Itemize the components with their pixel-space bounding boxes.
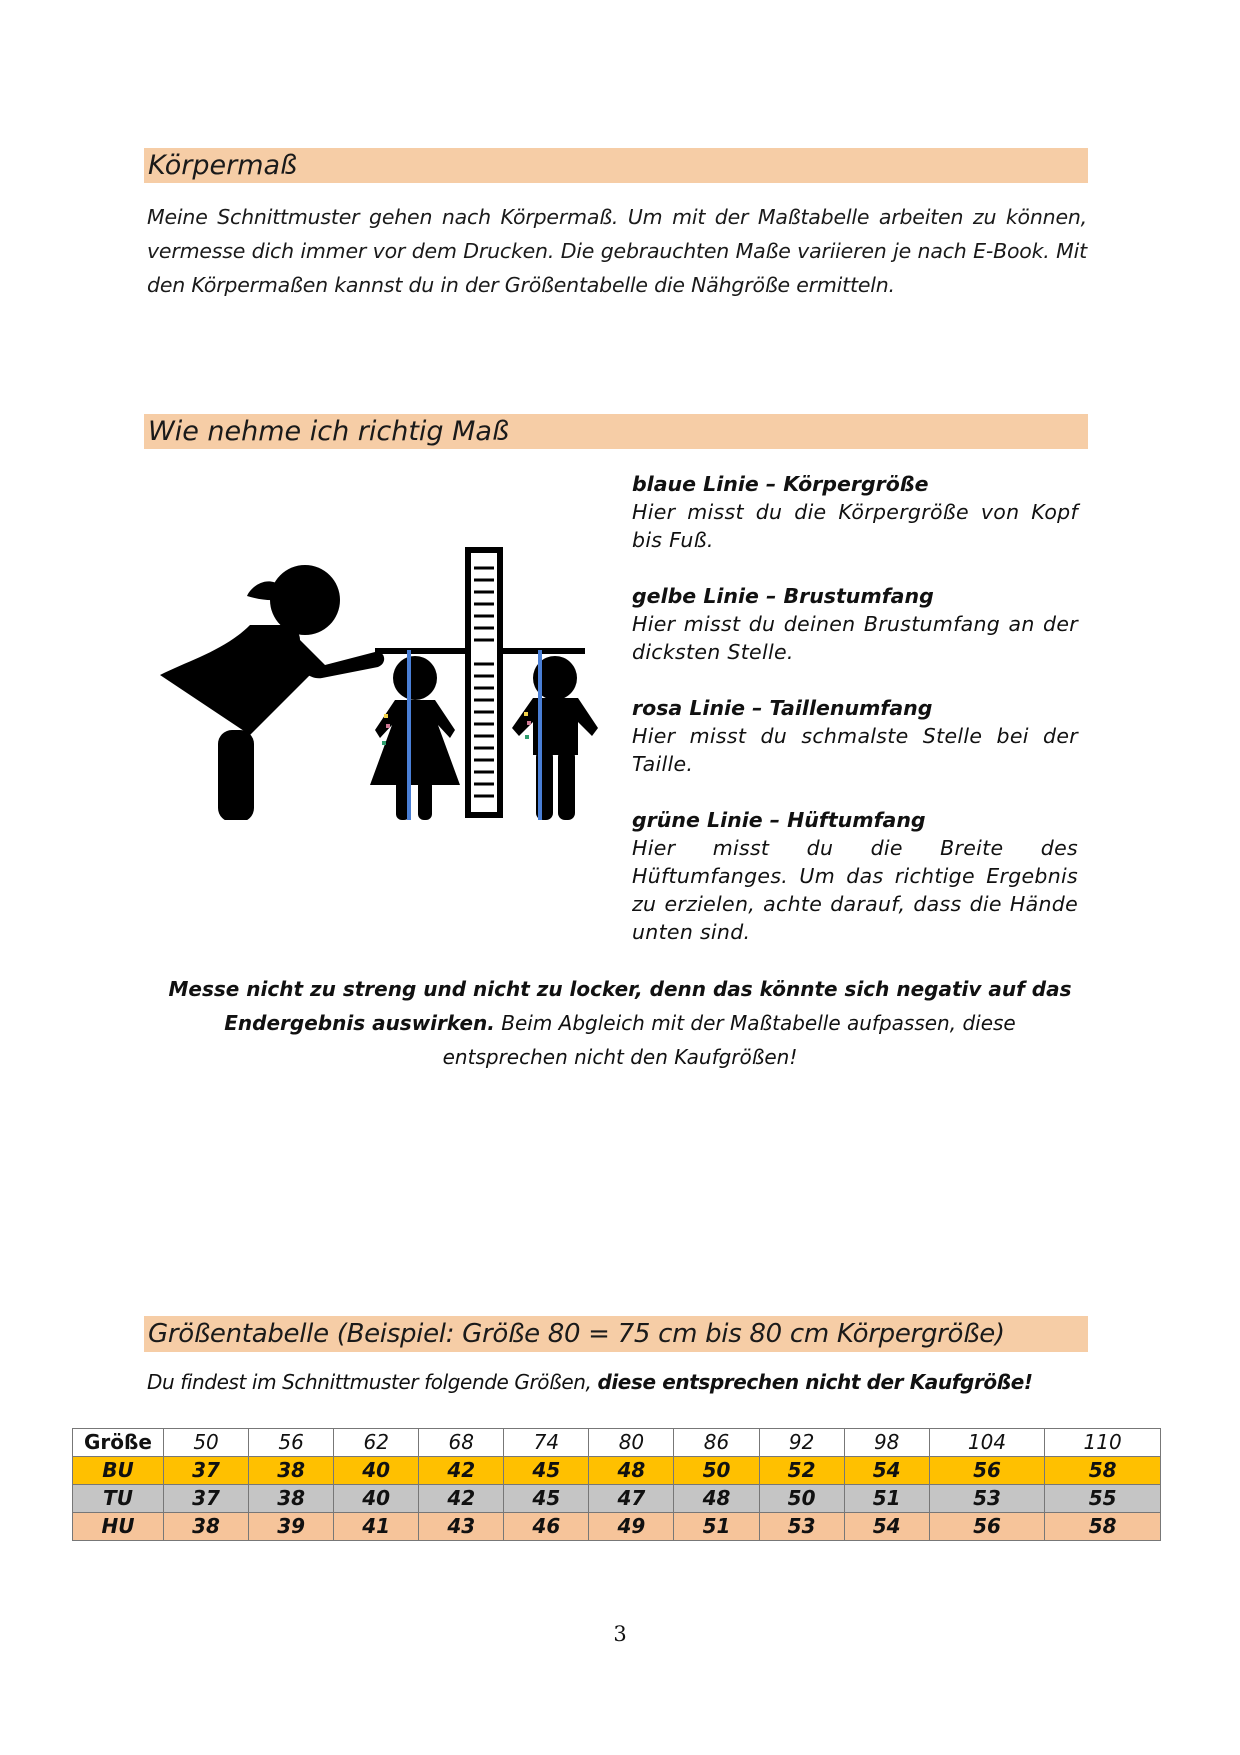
value-cell: 38 — [249, 1457, 334, 1485]
value-cell: 48 — [589, 1457, 674, 1485]
size-header-cell: 80 — [589, 1429, 674, 1457]
value-cell: 42 — [419, 1457, 504, 1485]
intro-paragraph: Meine Schnittmuster gehen nach Körpermaß. Um mit der Maßtabelle arbeiten zu können, vermesse dich immer vor dem Drucken. Die gebrauchten Maße variieren je nach E-Book. Mit den Körpermaßen kannst du in der Größentabelle die Nähgröße ermitteln. — [147, 205, 1087, 297]
height-line-girl — [407, 650, 411, 820]
value-cell: 56 — [929, 1457, 1045, 1485]
adult-figure-icon — [160, 565, 384, 820]
value-cell: 39 — [249, 1513, 334, 1541]
size-header-cell: 74 — [504, 1429, 589, 1457]
size-header-cell: 98 — [844, 1429, 929, 1457]
legend-title: grüne Linie – Hüftumfang — [632, 808, 926, 832]
value-cell: 40 — [334, 1457, 419, 1485]
value-cell: 43 — [419, 1513, 504, 1541]
value-cell: 58 — [1045, 1457, 1161, 1485]
value-cell: 50 — [674, 1457, 759, 1485]
value-cell: 50 — [759, 1485, 844, 1513]
value-cell: 54 — [844, 1457, 929, 1485]
value-cell: 58 — [1045, 1513, 1161, 1541]
boy-figure-icon — [512, 656, 598, 820]
legend-item-height — [632, 470, 1078, 554]
heading-body-measure: Körpermaß — [144, 148, 1088, 183]
girl-figure-icon — [370, 656, 460, 820]
row-label-cell: HU — [73, 1513, 164, 1541]
value-cell: 37 — [164, 1457, 249, 1485]
value-cell: 45 — [504, 1457, 589, 1485]
value-cell: 48 — [674, 1485, 759, 1513]
size-header-cell: 62 — [334, 1429, 419, 1457]
size-table-subtitle — [147, 1370, 1097, 1394]
value-cell: 51 — [844, 1485, 929, 1513]
hip-marker — [525, 735, 529, 739]
size-header-cell: 86 — [674, 1429, 759, 1457]
waist-marker — [527, 721, 531, 725]
hip-marker — [382, 741, 386, 745]
row-label-cell: BU — [73, 1457, 164, 1485]
row-label-cell: TU — [73, 1485, 164, 1513]
value-cell: 37 — [164, 1485, 249, 1513]
value-cell: 51 — [674, 1513, 759, 1541]
legend-item-waist — [632, 694, 1078, 778]
measuring-illustration — [150, 530, 600, 820]
value-cell: 49 — [589, 1513, 674, 1541]
heading-how-to-measure: Wie nehme ich richtig Maß — [144, 414, 1088, 449]
waist-marker — [386, 724, 390, 728]
subtitle-bold: diese entsprechen nicht der Kaufgröße! — [597, 1370, 1033, 1394]
value-cell: 53 — [759, 1513, 844, 1541]
value-cell: 38 — [249, 1485, 334, 1513]
value-cell: 55 — [1045, 1485, 1161, 1513]
size-header-cell: 56 — [249, 1429, 334, 1457]
value-cell: 45 — [504, 1485, 589, 1513]
legend-desc: Hier misst du die Breite des Hüftumfanges. Um das richtige Ergebnis zu erzielen, achte darauf, dass die Hände unten sind. — [632, 836, 1078, 944]
value-cell: 52 — [759, 1457, 844, 1485]
legend-item-hip — [632, 806, 1078, 946]
legend-desc: Hier misst du schmalste Stelle bei der Taille. — [632, 724, 1078, 776]
value-cell: 47 — [589, 1485, 674, 1513]
legend-item-chest — [632, 582, 1078, 666]
subtitle-regular: Du findest im Schnittmuster folgende Größen, — [147, 1370, 598, 1394]
value-cell: 54 — [844, 1513, 929, 1541]
value-cell: 41 — [334, 1513, 419, 1541]
legend-title: blaue Linie – Körpergröße — [632, 472, 929, 496]
table-header-row — [73, 1429, 1161, 1457]
size-header-cell: 110 — [1045, 1429, 1161, 1457]
value-cell: 38 — [164, 1513, 249, 1541]
height-line-boy — [538, 650, 542, 820]
value-cell: 42 — [419, 1485, 504, 1513]
value-cell: 40 — [334, 1485, 419, 1513]
value-cell: 46 — [504, 1513, 589, 1541]
value-cell: 56 — [929, 1513, 1045, 1541]
size-header-cell: 92 — [759, 1429, 844, 1457]
ruler-icon — [468, 550, 500, 815]
table-row-hu — [73, 1513, 1161, 1541]
legend-desc: Hier misst du die Körpergröße von Kopf bis Fuß. — [632, 500, 1078, 552]
size-header-cell: 68 — [419, 1429, 504, 1457]
page-number: 3 — [613, 1622, 627, 1646]
heading-size-table: Größentabelle (Beispiel: Größe 80 = 75 cm bis 80 cm Körpergröße) — [144, 1316, 1088, 1352]
size-header-cell: 50 — [164, 1429, 249, 1457]
note-regular: Beim Abgleich mit der Maßtabelle aufpassen, diese entsprechen nicht den Kaufgrößen! — [442, 1011, 1016, 1069]
legend-desc: Hier misst du deinen Brustumfang an der dicksten Stelle. — [632, 612, 1078, 664]
legend-title: rosa Linie – Taillenumfang — [632, 696, 933, 720]
table-row-bu — [73, 1457, 1161, 1485]
header-label-cell: Größe — [73, 1429, 164, 1457]
value-cell: 53 — [929, 1485, 1045, 1513]
measurement-legend — [632, 470, 1078, 974]
measuring-note — [160, 972, 1080, 1074]
chest-marker — [384, 714, 388, 718]
note-bold: Messe nicht zu streng und nicht zu locker, denn das könnte sich negativ auf das Endergebnis auswirken. — [168, 977, 1072, 1035]
legend-title: gelbe Linie – Brustumfang — [632, 584, 934, 608]
chest-marker — [524, 712, 528, 716]
size-header-cell: 104 — [929, 1429, 1045, 1457]
size-table — [72, 1428, 1161, 1541]
table-row-tu — [73, 1485, 1161, 1513]
